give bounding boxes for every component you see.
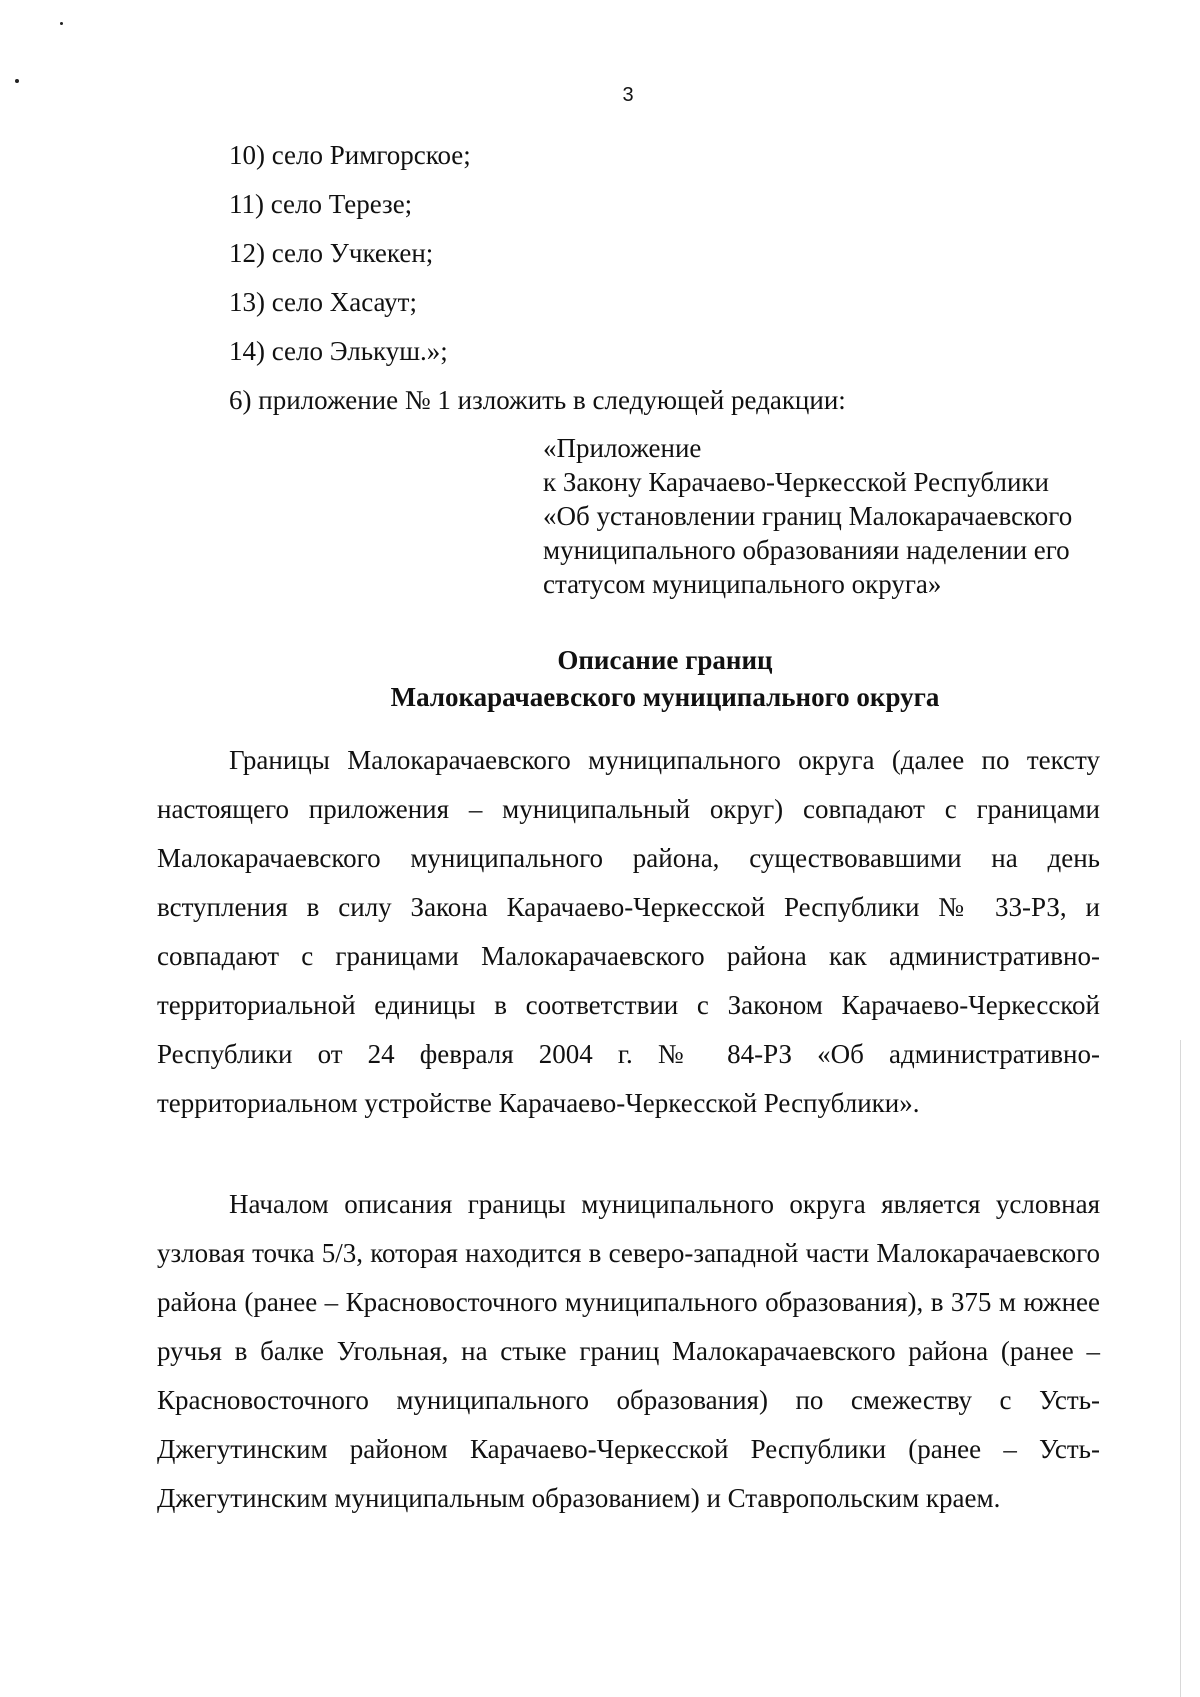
list-item: 14) село Элькуш.»; — [229, 336, 448, 366]
appendix-header-line: «Об установлении границ Малокарачаевского — [543, 501, 1073, 531]
scan-speck — [15, 79, 19, 83]
appendix-header-line: «Приложение — [543, 433, 702, 463]
appendix-header-line: к Закону Карачаево-Черкесской Республики — [543, 467, 1049, 497]
settlement-list — [229, 138, 471, 383]
appendix-header-line: статусом муниципального округа» — [543, 569, 942, 599]
list-item: 12) село Учкекен; — [229, 238, 434, 268]
body-paragraph: Границы Малокарачаевского муниципального округа (далее по тексту настоящего приложения – муниципальный округ) совпадают с границами Малокарачаевского муниципального района, существовавшими на день вступления в силу Закона Карачаево-Черкесской Республики № 33-РЗ, и совпадают с границами Малокарачаевского района как административно-территориальной единицы в соответствии с Законом Карачаево-Черкесской Республики от 24 февраля 2004 г. № 84-РЗ «Об административно-территориальном устройстве Карачаево-Черкесской Республики». — [157, 745, 1100, 1118]
list-item: 11) село Терезе; — [229, 189, 413, 219]
body-paragraph: Началом описания границы муниципального округа является условная узловая точка 5/3, которая находится в северо-западной части Малокарачаевского района (ранее – Красновосточного муниципального образования), в 375 м южнее ручья в балке Угольная, на стыке границ Малокарачаевского района (ранее – Красновосточного муниципального образования) по смежеству с Усть-Джегутинским районом Карачаево-Черкесской Республики (ранее – Усть-Джегутинским муниципальным образованием) и Ставропольским краем. — [157, 1189, 1100, 1513]
appendix-header-line: муниципального образованияи наделении его — [543, 535, 1070, 565]
list-item: 10) село Римгорское; — [229, 140, 471, 170]
list-item: 13) село Хасаут; — [229, 287, 417, 317]
appendix-header — [543, 431, 1072, 601]
section-title-line: Малокарачаевского муниципального округа — [390, 682, 940, 712]
section-title — [0, 642, 1200, 716]
scan-edge-line — [1180, 1040, 1181, 1697]
section-title-line: Описание границ — [557, 645, 773, 675]
amendment-instruction: 6) приложение № 1 изложить в следующей редакции: — [229, 385, 846, 415]
scan-speck — [60, 22, 63, 25]
page-number: 3 — [622, 84, 634, 106]
